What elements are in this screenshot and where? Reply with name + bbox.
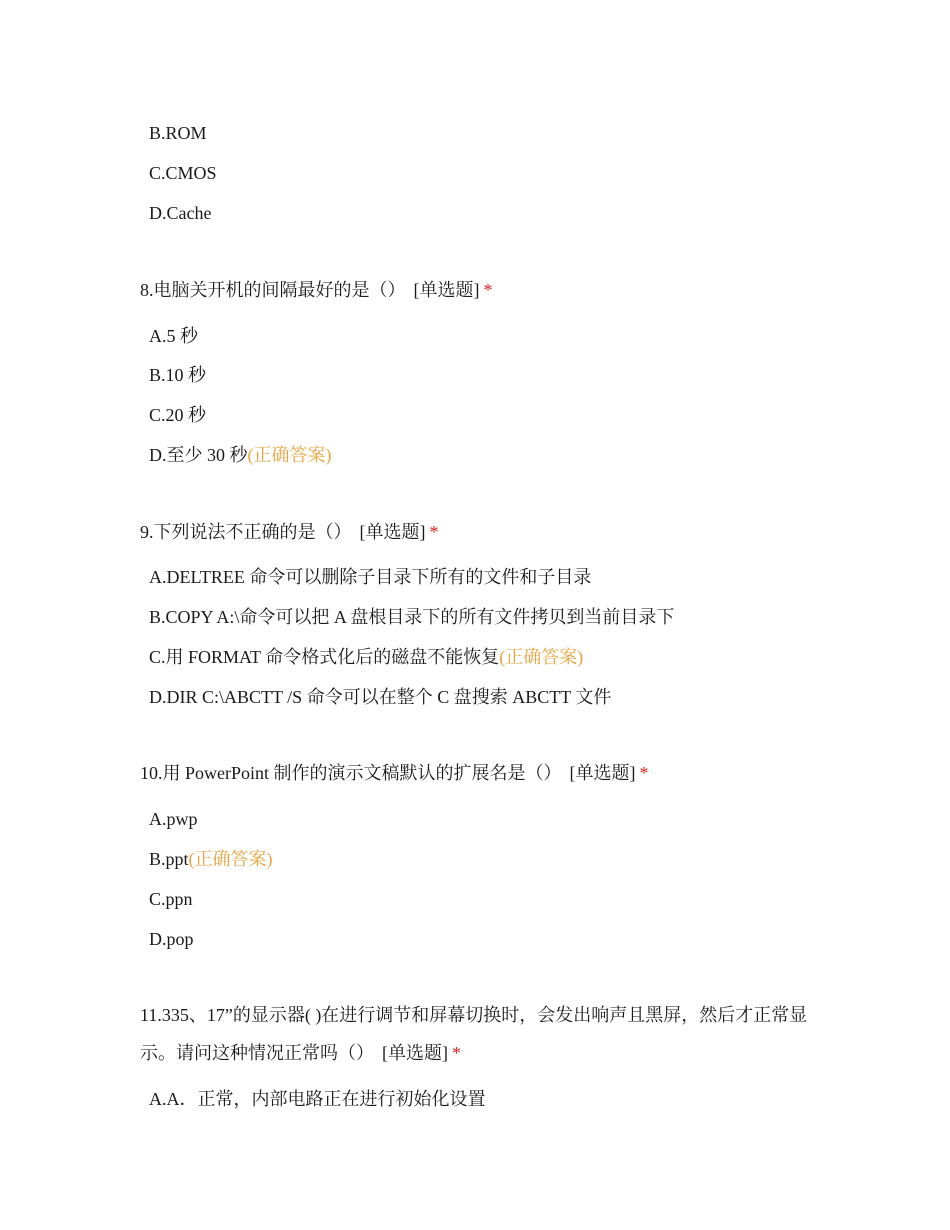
q8-option-a: A.5 秒 — [149, 326, 198, 346]
q7-option-c: C.CMOS — [149, 163, 217, 183]
question-type-tag: [单选题] — [569, 763, 636, 783]
q8-option-b: B.10 秒 — [149, 365, 207, 385]
required-mark: * — [639, 763, 649, 783]
q9-option-a: A.DELTREE 命令可以删除子目录下所有的文件和子目录 — [149, 567, 592, 587]
required-mark: * — [452, 1043, 461, 1063]
correct-answer-mark: (正确答案) — [188, 849, 273, 869]
q10-option-a: A.pwp — [149, 809, 198, 829]
q11-title — [140, 996, 820, 1072]
q9-option-d: D.DIR C:\ABCTT /S 命令可以在整个 C 盘搜索 ABCTT 文件 — [149, 687, 612, 707]
correct-answer-mark: (正确答案) — [247, 445, 332, 465]
q8-title — [140, 278, 493, 302]
question-text: 11.335、17”的显示器( )在进行调节和屏幕切换时，会发出响声且黑屏，然后才正常显示。请问这种情况正常吗（） — [140, 1005, 808, 1063]
q10-title — [140, 761, 649, 785]
question-text: 9.下列说法不正确的是（） — [140, 522, 352, 542]
q9-title — [140, 520, 439, 544]
q10-option-c: C.ppn — [149, 889, 193, 909]
q7-option-d: D.Cache — [149, 203, 212, 223]
q11-option-a: A.A．正常，内部电路正在进行初始化设置 — [149, 1089, 486, 1109]
required-mark: * — [483, 280, 493, 300]
q9-option-c: C.用 FORMAT 命令格式化后的磁盘不能恢复(正确答案) — [149, 647, 584, 667]
q7-option-b: B.ROM — [149, 123, 207, 143]
q8-option-c: C.20 秒 — [149, 405, 207, 425]
q9-option-b: B.COPY A:\命令可以把 A 盘根目录下的所有文件拷贝到当前目录下 — [149, 607, 675, 627]
question-text: 8.电脑关开机的间隔最好的是（） — [140, 280, 406, 300]
required-mark: * — [429, 522, 439, 542]
correct-answer-mark: (正确答案) — [499, 647, 584, 667]
q10-option-d: D.pop — [149, 929, 194, 949]
question-type-tag: [单选题] — [413, 280, 480, 300]
question-type-tag: [单选题] — [359, 522, 426, 542]
q8-option-d: D.至少 30 秒(正确答案) — [149, 445, 332, 465]
q10-option-b: B.ppt(正确答案) — [149, 849, 273, 869]
question-type-tag: [单选题] — [382, 1043, 448, 1063]
question-text: 10.用 PowerPoint 制作的演示文稿默认的扩展名是（） — [140, 763, 562, 783]
